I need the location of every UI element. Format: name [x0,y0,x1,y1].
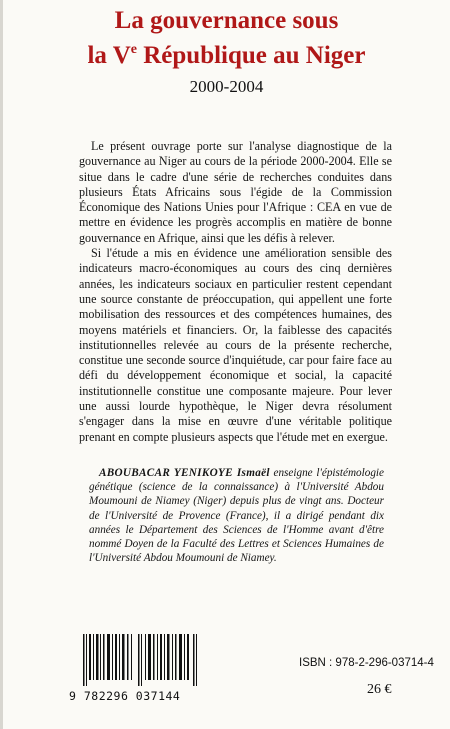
title-line-1: La gouvernance sous [114,7,339,34]
summary-paragraph-1: Le présent ouvrage porte sur l'analyse diagnostique de la gouvernance au Niger au cours de la période 2000-2004. Elle se situe dans le cadre d'une série de recherches conduites dans plusieurs États Africains sous l'égide de la Commission Économique des Nations Unies pour l'Afrique : CEA en vue de mettre en évidence les progrès accomplis en matière de bonne gouvernance en Afrique, ainsi que les défis à relever. [79,139,392,245]
isbn: ISBN : 978-2-296-03714-4 [299,657,434,669]
title-line-2-suffix: République au Niger [137,42,366,69]
title-line-2-prefix: la V [87,42,131,69]
author-bio-text: enseigne l'épistémologie génétique (science de la connaissance) à l'Université Abdou Moumouni de Niamey (Niger) depuis plus de vingt ans. Docteur de l'Université de Provence (France), il a dirigé pendant dix années le Département des Sciences de l'Homme avant d'être nommé Doyen de la Faculté des Lettres et Sciences Humaines de l'Université Abdou Moumouni de Niamey. [89,467,384,565]
title-line-2 [3,35,450,70]
period-subtitle: 2000-2004 [189,77,264,96]
barcode-icon [81,634,201,686]
author-bio [89,466,384,565]
summary-paragraph-2: Si l'étude a mis en évidence une amélioration sensible des indicateurs macro-économiques au cours des cinq dernières années, les indicateurs sociaux en particulier restent cependant une source constante de préoccupation, qui appellent une forte mobilisation des ressources et des compétences humaines, des moyens matériels et financiers. Or, la faiblesse des capacités institutionnelles relevée au cours de la présente recherche, constitue une seconde source d'inquiétude, car pour faire face au défi du développement économique et social, la capacité institutionnelle constitue une composante majeure. Pour lever une aussi lourde hypothèque, le Niger devra résolument s'engager dans la mise en œuvre d'une véritable politique prenant en compte plusieurs aspects que l'étude met en exergue. [79,246,392,444]
author-name: ABOUBACAR YENIKOYE Ismaël [99,467,270,479]
price: 26 € [367,682,392,697]
barcode-number: 9 782296 037144 [69,689,181,703]
book-title [3,6,450,70]
title-superscript: e [130,42,137,57]
author-bio-paragraph [89,466,384,565]
summary-text [79,139,392,445]
